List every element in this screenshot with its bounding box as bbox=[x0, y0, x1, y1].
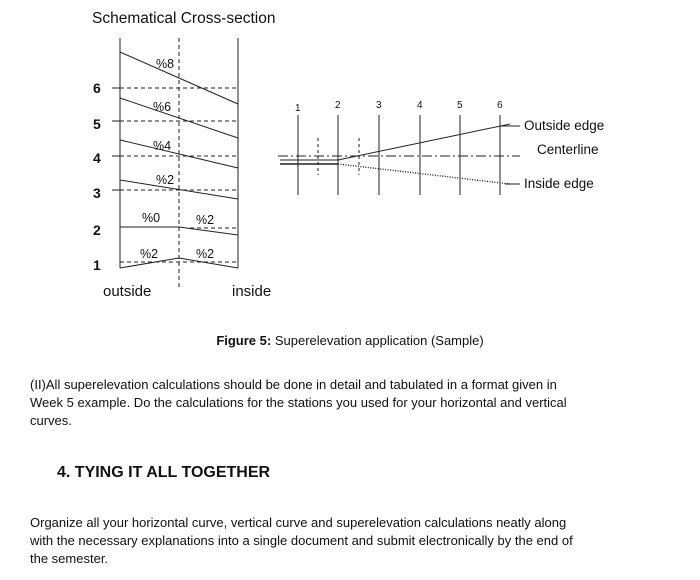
slope-row-6-cont bbox=[179, 78, 238, 104]
diagram-title: Schematical Cross-section bbox=[92, 10, 276, 27]
row-label-1: 1 bbox=[93, 257, 101, 273]
paragraph-2-line-3: the semester. bbox=[30, 551, 109, 566]
paragraph-1 bbox=[30, 376, 675, 430]
pct-row-6: %8 bbox=[156, 57, 175, 71]
row-label-6: 6 bbox=[93, 80, 101, 96]
caption-text: Superelevation application (Sample) bbox=[271, 333, 484, 348]
row-label-4: 4 bbox=[93, 150, 101, 166]
paragraph-1-line-2: Week 5 example. Do the calculations for the stations you used for your horizontal and vertical bbox=[30, 395, 567, 410]
station-number-4: 4 bbox=[417, 100, 423, 111]
paragraph-2 bbox=[30, 514, 675, 568]
centerline-label: Centerline bbox=[537, 142, 599, 157]
paragraph-1-line-1: (II)All superelevation calculations should be done in detail and tabulated in a format given in bbox=[30, 377, 557, 392]
paragraph-1-line-3: curves. bbox=[30, 413, 72, 428]
inside-label: inside bbox=[232, 283, 272, 300]
station-number-6: 6 bbox=[497, 100, 503, 111]
row-label-5: 5 bbox=[93, 116, 101, 132]
pct-row-5: %6 bbox=[153, 100, 172, 114]
inside-edge-line bbox=[338, 164, 510, 184]
paragraph-2-line-2: with the necessary explanations into a single document and submit electronically by the end of bbox=[30, 533, 573, 548]
figure-caption bbox=[0, 333, 700, 348]
paragraph-2-line-1: Organize all your horizontal curve, vertical curve and superelevation calculations neatly along bbox=[30, 515, 567, 530]
pct-row-2-left: %0 bbox=[142, 211, 161, 225]
outside-edge-label: Outside edge bbox=[524, 118, 605, 133]
row-label-2: 2 bbox=[93, 222, 101, 238]
pct-row-1-right: %2 bbox=[196, 247, 215, 261]
station-number-5: 5 bbox=[457, 100, 463, 111]
outside-edge-line bbox=[338, 124, 510, 160]
inside-edge-label: Inside edge bbox=[524, 176, 594, 191]
outside-label: outside bbox=[103, 283, 152, 300]
station-number-2: 2 bbox=[335, 100, 341, 111]
station-number-1: 1 bbox=[295, 103, 301, 114]
section-heading: 4. TYING IT ALL TOGETHER bbox=[57, 464, 271, 481]
caption-bold: Figure 5: bbox=[216, 333, 272, 348]
slope-row-2-right bbox=[179, 227, 238, 235]
station-number-3: 3 bbox=[376, 100, 382, 111]
pct-row-2-right: %2 bbox=[196, 213, 215, 227]
pct-row-4: %4 bbox=[153, 139, 172, 153]
row-label-3: 3 bbox=[93, 185, 101, 201]
pct-row-1-left: %2 bbox=[140, 247, 159, 261]
pct-row-3: %2 bbox=[156, 173, 175, 187]
